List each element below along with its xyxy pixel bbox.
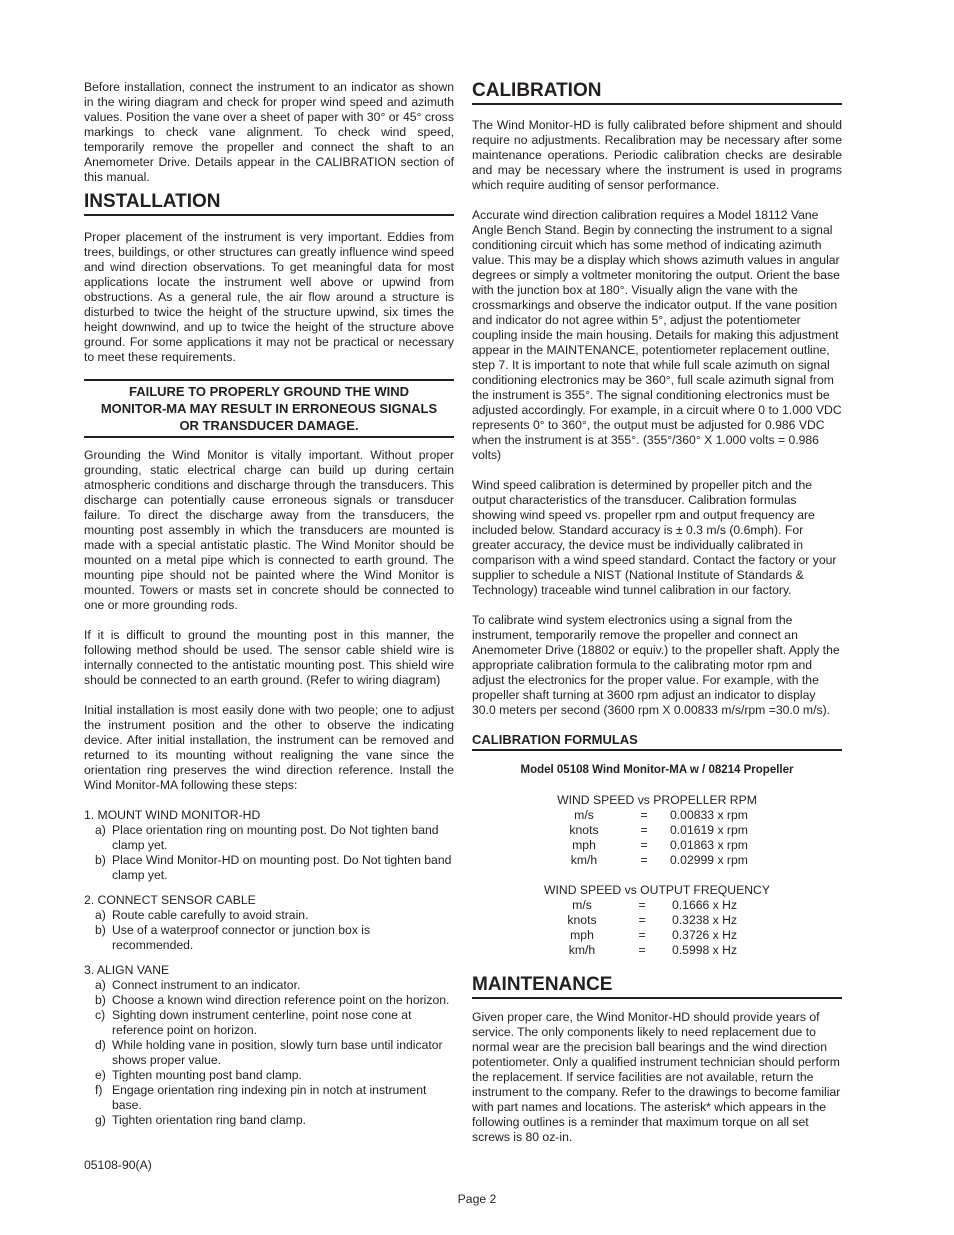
item-text: Sighting down instrument centerline, point nose cone at reference point on horizon. (112, 1008, 412, 1037)
installation-step-1 (84, 808, 454, 883)
warning-line: MONITOR-MA MAY RESULT IN ERRONEOUS SIGNALS (100, 401, 438, 416)
value-cell: 0.00833 x rpm (670, 808, 748, 822)
table-row (544, 823, 770, 838)
table-header: WIND SPEED vs PROPELLER RPM (557, 793, 757, 807)
table-header-row (544, 793, 770, 808)
step-items (84, 978, 454, 1128)
item-label: b) (95, 923, 106, 937)
calibration-heading: CALIBRATION (472, 80, 842, 105)
wind-speed-calibration-paragraph: Wind speed calibration is determined by propeller pitch and the output characteristics of the transducer. Calibration formulas showing wind speed vs. propeller rpm and output frequency are included below. Standard accuracy is ± 0.3 m/s (0.6mph). For greater accuracy, the device must be individually calibrated in comparison with a wind speed standard. Contact the factory or your supplier to schedule a NIST (National Institute of Standards & Technology) traceable wind tunnel calibration in our factory. (472, 478, 837, 597)
list-item (84, 1083, 454, 1113)
item-text: Connect instrument to an indicator. (112, 978, 301, 992)
item-text: Tighten orientation ring band clamp. (112, 1113, 306, 1127)
table-header: WIND SPEED vs OUTPUT FREQUENCY (544, 883, 770, 897)
calibration-formulas-heading: CALIBRATION FORMULAS (472, 732, 842, 751)
eq-cell: = (640, 853, 648, 867)
value-cell: 0.5998 x Hz (672, 943, 738, 957)
warning-line: FAILURE TO PROPERLY GROUND THE WIND (128, 384, 409, 399)
item-text: While holding vane in position, slowly turn base until indicator shows proper value. (112, 1038, 443, 1067)
item-label: c) (95, 1008, 106, 1022)
table-row (544, 853, 770, 868)
table-header-row (542, 883, 772, 898)
grounding-paragraph: Grounding the Wind Monitor is vitally important. Without proper grounding, static electrical charge can build up during certain atmospheric conditions and discharge through the transducers. This discharge can potentially cause erroneous signals or transducer failure. To direct the discharge away from the transducers, the mounting post assembly in which the transducers are mounted is made with a special antistatic plastic. The Wind Monitor should be mounted on a metal pipe which is connected to earth ground. The mounting pipe should not be painted where the Wind Monitor is mounted. Towers or masts set in concrete should be connected to one or more grounding rods. (84, 448, 454, 612)
maintenance-paragraph: Given proper care, the Wind Monitor-HD should provide years of service. The only components likely to need replacement due to normal wear are the precision ball bearings and the wind direction potentiometer. Only a qualified instrument technician should perform the replacement. If service facilities are not available, return the instrument to the company. Refer to the drawings to become familiar with part names and locations. The asterisk* which appears in the following outlines is a reminder that maximum torque on all set screws is 80 oz-in. (472, 1010, 841, 1144)
list-item (84, 1068, 454, 1083)
document-code: 05108-90(A) (84, 1158, 152, 1172)
maintenance-heading: MAINTENANCE (472, 974, 842, 999)
unit-cell: knots (569, 823, 599, 837)
installation-step-3 (84, 963, 454, 1128)
item-label: a) (95, 908, 106, 922)
output-frequency-formula-table (542, 883, 772, 958)
table-row (544, 838, 770, 853)
item-text: Use of a waterproof connector or junction box is recommended. (112, 923, 371, 952)
list-item (84, 978, 454, 993)
unit-cell: km/h (568, 943, 596, 957)
unit-cell: m/s (572, 898, 592, 912)
item-label: e) (95, 1068, 106, 1082)
list-item (84, 1038, 454, 1068)
installation-placement-paragraph: Proper placement of the instrument is very important. Eddies from trees, buildings, or other structures can greatly influence wind speed and wind direction observations. To get meaningful data for most applications locate the instrument well above or upwind from obstructions. As a general rule, the air flow around a structure is disturbed to twice the height of the structure upwind, six times the height downwind, and up to twice the height of the structure above ground. For some applications it may not be practical or necessary to meet these requirements. (84, 230, 454, 364)
list-item (84, 993, 454, 1008)
list-item (84, 923, 454, 953)
eq-cell: = (638, 898, 646, 912)
item-label: a) (95, 823, 106, 837)
table-row (542, 898, 772, 913)
step-title: 1. MOUNT WIND MONITOR-HD (84, 808, 261, 822)
item-text: Route cable carefully to avoid strain. (112, 908, 309, 922)
installation-heading: INSTALLATION (84, 191, 454, 216)
intro-paragraph: Before installation, connect the instrument to an indicator as shown in the wiring diagram and check for proper wind speed and azimuth values. Position the vane over a sheet of paper with 30° or 45° cross markings to check vane alignment. To check wind speed, temporarily remove the propeller and connect the shaft to an Anemometer Drive. Details appear in the CALIBRATION section of this manual. (84, 80, 454, 184)
wind-direction-calibration-paragraph: Accurate wind direction calibration requires a Model 18112 Vane Angle Bench Stand. Begin by connecting the instrument to a signal conditioning circuit which has some method of indicating azimuth value. This may be a display which shows azimuth values in angular degrees or simply a voltmeter monitoring the output. Orient the base with the junction box at 180°. Visually align the vane with the crossmarkings and observe the indicator output. If the vane position and indicator do not agree within 5°, adjust the potentiometer coupling inside the main housing. Details for making this adjustment appear in the MAINTENANCE, potentiometer replacement outline, step 7. It is important to note that while full scale azimuth on signal conditioning electronics may be 360°, full scale azimuth signal from the instrument is 355°. The signal conditioning electronics must be adjusted accordingly. For example, in a circuit where 0 to 1.000 VDC represents 0° to 360°, the output must be adjusted for 0.986 VDC when the instrument is at 355°. (355°/360° X 1.000 volts = 0.986 volts) (472, 208, 842, 462)
warning-line: OR TRANSDUCER DAMAGE. (179, 418, 359, 433)
item-label: b) (95, 853, 106, 867)
item-label: f) (95, 1083, 103, 1097)
value-cell: 0.01619 x rpm (670, 823, 748, 837)
value-cell: 0.02999 x rpm (670, 853, 748, 867)
item-text: Engage orientation ring indexing pin in notch at instrument base. (112, 1083, 427, 1112)
grounding-warning-box (84, 379, 454, 438)
step-items (84, 823, 454, 883)
page-number: Page 2 (457, 1192, 497, 1206)
eq-cell: = (638, 928, 646, 942)
initial-installation-paragraph: Initial installation is most easily done with two people; one to adjust the instrument position and the other to observe the indicating device. After initial installation, the instrument can be removed and returned to its mounting without realigning the vane since the orientation ring preserves the wind direction reference. Install the Wind Monitor-MA following these steps: (84, 703, 454, 792)
table-row (542, 913, 772, 928)
eq-cell: = (640, 808, 648, 822)
eq-cell: = (640, 838, 648, 852)
step-title: 2. CONNECT SENSOR CABLE (84, 893, 256, 907)
value-cell: 0.01863 x rpm (670, 838, 748, 852)
item-text: Choose a known wind direction reference point on the horizon. (112, 993, 450, 1007)
table-row (542, 928, 772, 943)
list-item (84, 1113, 454, 1128)
unit-cell: km/h (570, 853, 598, 867)
eq-cell: = (640, 823, 648, 837)
unit-cell: knots (567, 913, 597, 927)
eq-cell: = (638, 913, 646, 927)
list-item (84, 823, 454, 853)
item-label: b) (95, 993, 106, 1007)
shield-wire-paragraph: If it is difficult to ground the mounting post in this manner, the following method should be used. The sensor cable shield wire is internally connected to the antistatic mounting post. This shield wire should be connected to an earth ground. (Refer to wiring diagram) (84, 628, 454, 687)
item-text: Tighten mounting post band clamp. (112, 1068, 302, 1082)
eq-cell: = (638, 943, 646, 957)
step-items (84, 908, 454, 953)
unit-cell: mph (570, 928, 594, 942)
list-item (84, 1008, 454, 1038)
item-label: g) (95, 1113, 106, 1127)
step-title: 3. ALIGN VANE (84, 963, 170, 977)
right-column (472, 80, 842, 1145)
list-item (84, 908, 454, 923)
value-cell: 0.1666 x Hz (672, 898, 738, 912)
table-row (544, 808, 770, 823)
left-column (84, 80, 454, 1128)
value-cell: 0.3238 x Hz (672, 913, 738, 927)
table-row (542, 943, 772, 958)
propeller-rpm-formula-table (544, 793, 770, 868)
value-cell: 0.3726 x Hz (672, 928, 738, 942)
model-title: Model 05108 Wind Monitor-MA w / 08214 Propeller (520, 764, 794, 776)
electronics-calibration-paragraph: To calibrate wind system electronics using a signal from the instrument, temporarily remove the propeller and connect an Anemometer Drive (18802 or equiv.) to the propeller shaft. Apply the appropriate calibration formula to the calibrating motor rpm and adjust the electronics for the proper value. For example, with the propeller shaft turning at 3600 rpm adjust an indicator to display 30.0 meters per second (3600 rpm X 0.00833 m/s/rpm =30.0 m/s). (472, 613, 840, 717)
unit-cell: mph (572, 838, 596, 852)
item-label: a) (95, 978, 106, 992)
unit-cell: m/s (574, 808, 594, 822)
installation-step-2 (84, 893, 454, 953)
item-text: Place orientation ring on mounting post. Do Not tighten band clamp yet. (112, 823, 439, 852)
list-item (84, 853, 454, 883)
calibration-intro-paragraph: The Wind Monitor-HD is fully calibrated before shipment and should require no adjustments. Recalibration may be necessary after some maintenance operations. Periodic calibration checks are desirable and may be necessary where the instrument is used in programs which require auditing of sensor performance. (472, 118, 842, 192)
item-text: Place Wind Monitor-HD on mounting post. Do Not tighten band clamp yet. (112, 853, 452, 882)
item-label: d) (95, 1038, 106, 1052)
